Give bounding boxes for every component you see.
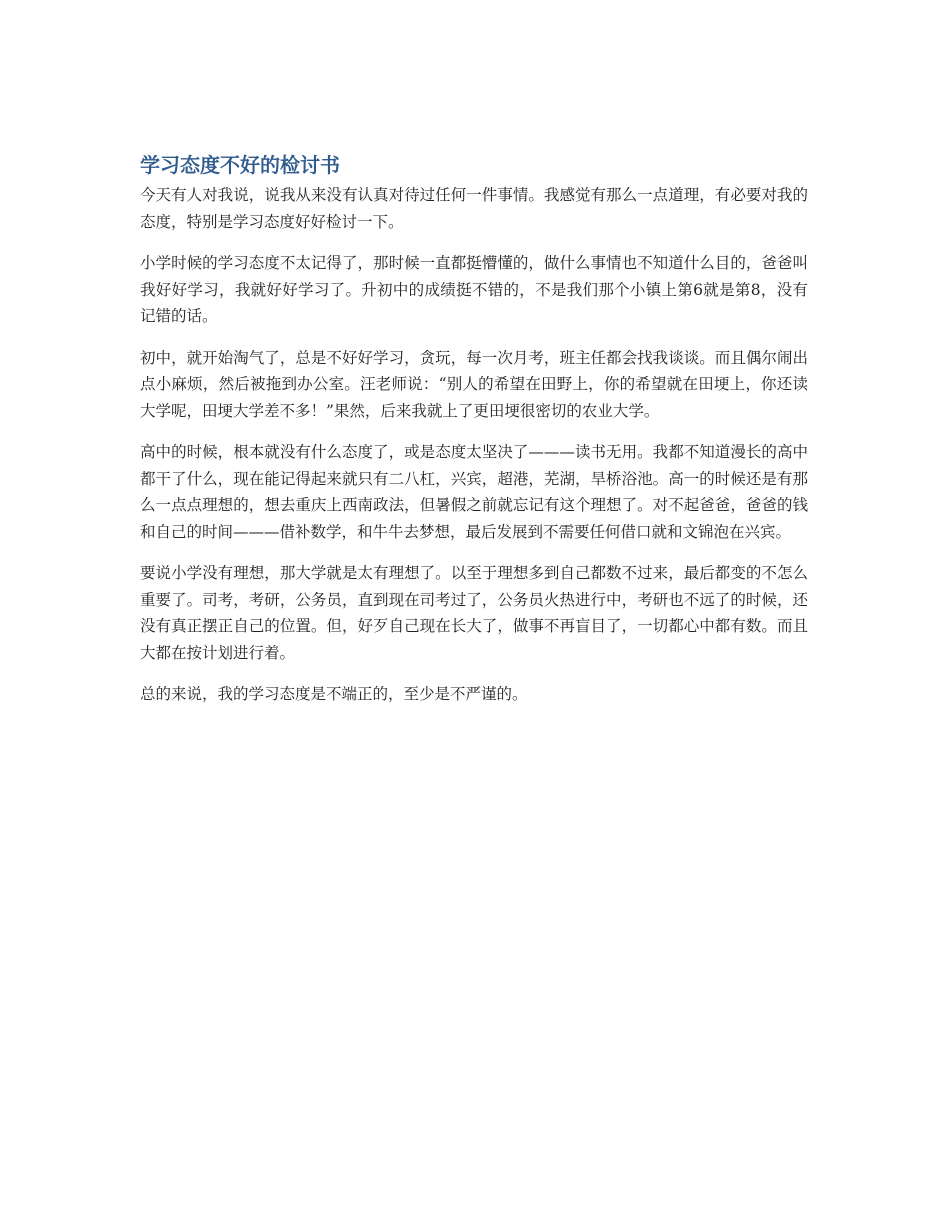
paragraph-3: 初中，就开始淘气了，总是不好好学习，贪玩，每一次月考，班主任都会找我谈谈。而且偶尔闹出点小麻烦，然后被拖到办公室。汪老师说：“别人的希望在田野上，你的希望就在田埂上，你还读大学呢，田埂大学差不多！”果然，后来我就上了更田埂很密切的农业大学。: [140, 348, 808, 420]
paragraph-2: 小学时候的学习态度不太记得了，那时候一直都挺懵懂的，做什么事情也不知道什么目的，爸爸叫我好好学习，我就好好学习了。升初中的成绩挺不错的，不是我们那个小镇上第6就是第8，没有记错的话。: [140, 254, 808, 325]
paragraph-5: 要说小学没有理想，那大学就是太有理想了。以至于理想多到自己都数不过来，最后都变的不怎么重要了。司考，考研，公务员，直到现在司考过了，公务员火热进行中，考研也不远了的时候，还没有真正摆正自己的位置。但，好歹自己现在长大了，做事不再盲目了，一切都心中都有数。而且大都在按计划进行着。: [140, 564, 808, 662]
document-body: [140, 150, 808, 723]
paragraph-1: 今天有人对我说，说我从来没有认真对待过任何一件事情。我感觉有那么一点道理，有必要对我的态度，特别是学习态度好好检讨一下。: [140, 186, 808, 231]
document-title: 学习态度不好的检讨书: [140, 153, 340, 177]
paragraph-4: 高中的时候，根本就没有什么态度了，或是态度太坚决了———读书无用。我都不知道漫长的高中都干了什么，现在能记得起来就只有二八杠，兴宾，超港，芜湖，旱桥浴池。高一的时候还是有那么一点点理想的，想去重庆上西南政法，但暑假之前就忘记有这个理想了。对不起爸爸，爸爸的钱和自己的时间———借补数学，和牛牛去梦想，最后发展到不需要任何借口就和文锦泡在兴宾。: [140, 443, 808, 541]
paragraph-6: 总的来说，我的学习态度是不端正的，至少是不严谨的。: [140, 685, 528, 703]
